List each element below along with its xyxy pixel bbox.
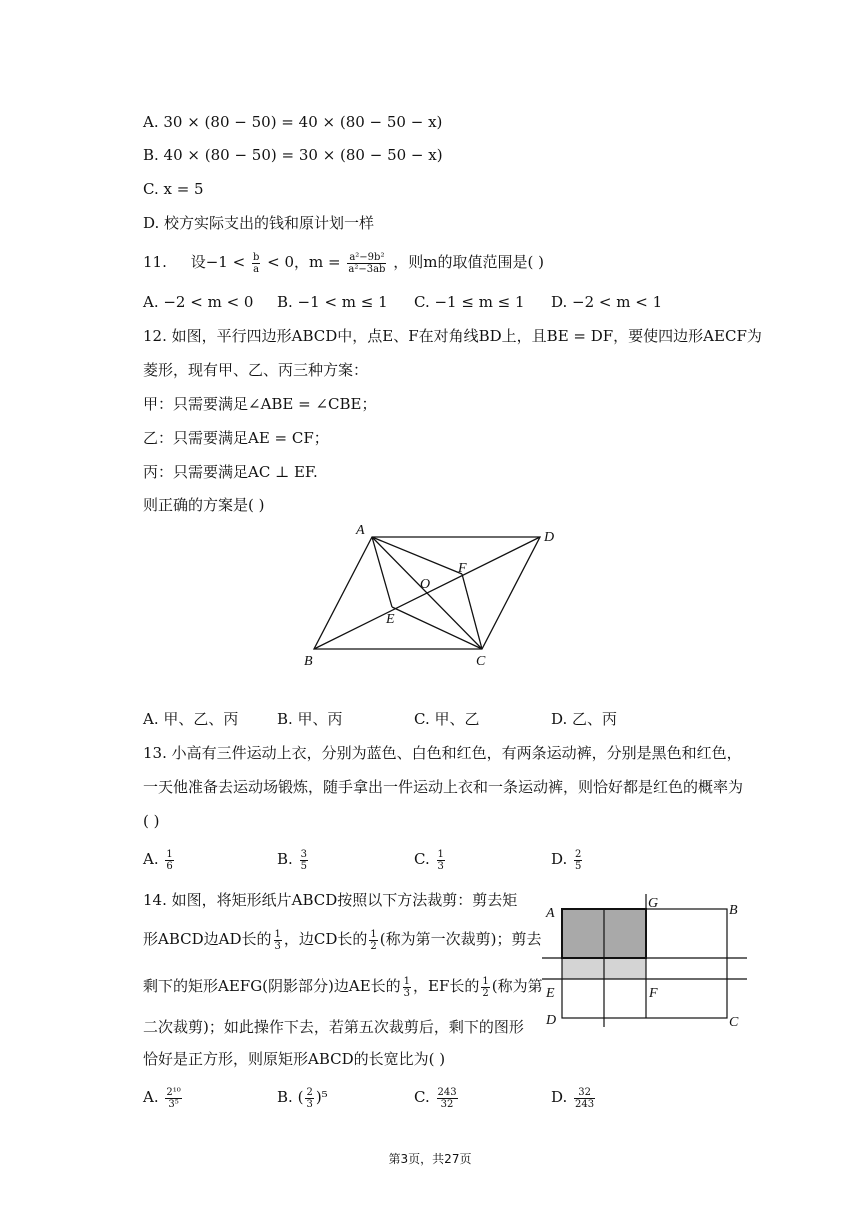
- segment-ce: [392, 607, 482, 649]
- label-d: D: [546, 1013, 557, 1028]
- q13-option-d: [551, 848, 584, 872]
- q10-option-c: C. x = 5: [143, 180, 204, 198]
- label-b: B: [729, 903, 738, 918]
- segment-af: [372, 537, 462, 574]
- q13-line1: 13. 小高有三件运动上衣，分别为蓝色、白色和红色，有两条运动裤，分别是黑色和红色，: [143, 744, 742, 762]
- option-fraction: [305, 1087, 313, 1110]
- q14-line2: [143, 928, 541, 952]
- label-a: A: [356, 523, 365, 538]
- q11-frac-m: [347, 252, 386, 275]
- q14-line2-text-b: ，边CD长的: [283, 930, 368, 948]
- q13-line3: ( ): [143, 812, 160, 830]
- label-a: A: [546, 906, 555, 921]
- paren-close-power: )⁵: [315, 1088, 328, 1106]
- q13-option-b: [277, 848, 310, 872]
- frac-denominator: 243: [575, 1098, 595, 1110]
- q14-option-b: [277, 1086, 328, 1110]
- q14-line3-fraction-1: [403, 976, 411, 999]
- frac-numerator: b: [252, 251, 260, 263]
- frac-numerator: 2¹⁰: [166, 1086, 181, 1098]
- option-letter: A.: [143, 1088, 159, 1106]
- frac-numerator: 1: [482, 975, 489, 987]
- frac-denominator: 5: [300, 860, 307, 872]
- frac-denominator: a: [253, 263, 260, 275]
- frac-numerator: 1: [437, 848, 444, 860]
- option-letter: A.: [143, 850, 159, 868]
- q11-option-d: D. −2 < m < 1: [551, 293, 663, 311]
- q14-line2-fraction-1: [274, 929, 282, 952]
- q11-pre: 设−1 <: [190, 253, 246, 271]
- option-fraction: [574, 1087, 595, 1110]
- page-footer: 第3页，共27页: [388, 1152, 472, 1166]
- q14-line2-fraction-2: [369, 929, 377, 952]
- q11-number: 11.: [143, 253, 167, 271]
- frac-numerator: 1: [370, 928, 377, 940]
- q12-line1: 12. 如图，平行四边形ABCD中，点E、F在对角线BD上，且BE = DF，要使四边形AECF为: [143, 327, 762, 345]
- q14-line3-text-a: 剩下的矩形AEFG(阴影部分)边AE长的: [143, 977, 401, 995]
- q11-option-c: C. −1 ≤ m ≤ 1: [414, 293, 525, 311]
- q12-line5: 丙：只需要满足AC ⊥ EF.: [143, 463, 318, 481]
- q14-line5: 恰好是正方形，则原矩形ABCD的长宽比为( ): [143, 1050, 446, 1068]
- frac-denominator: 3: [403, 987, 411, 999]
- q13-line2: 一天他准备去运动场锻炼，随手拿出一件运动上衣和一条运动裤，则恰好都是红色的概率为: [143, 778, 744, 796]
- label-b: B: [304, 654, 313, 669]
- q10-option-d: D. 校方实际支出的钱和原计划一样: [143, 214, 375, 232]
- frac-denominator: 2: [482, 987, 489, 999]
- frac-numerator: 1: [274, 928, 281, 940]
- q13-option-c: [414, 848, 447, 872]
- q14-rectangle-figure: [540, 890, 755, 1035]
- label-f: F: [649, 986, 658, 1001]
- frac-numerator: 1: [403, 975, 411, 987]
- label-f: F: [458, 561, 467, 576]
- q10-option-b: B. 40 × (80 − 50) = 30 × (80 − 50 − x): [143, 146, 443, 164]
- q12-option-c: C. 甲、乙: [414, 710, 480, 728]
- q14-line3-text-c: (称为第: [491, 977, 543, 995]
- q12-line2: 菱形，现有甲、乙、丙三种方案：: [143, 361, 369, 379]
- label-o: O: [420, 577, 431, 592]
- q14-line3: [143, 975, 543, 999]
- frac-denominator: 3: [306, 1098, 313, 1110]
- paren-open: (: [297, 1088, 304, 1106]
- frac-denominator: a²−3ab: [348, 263, 386, 275]
- frac-numerator: 1: [166, 848, 173, 860]
- q14-line3-text-b: ，EF长的: [413, 977, 480, 995]
- q12-option-d: D. 乙、丙: [551, 710, 618, 728]
- q11-post: ，则m的取值范围是( ): [393, 253, 544, 271]
- q14-line1: 14. 如图，将矩形纸片ABCD按照以下方法裁剪：剪去矩: [143, 891, 518, 909]
- frac-denominator: 2: [370, 940, 377, 952]
- frac-denominator: 3: [274, 940, 281, 952]
- q11-mid: < 0，m =: [267, 253, 341, 271]
- label-e: E: [546, 986, 555, 1001]
- option-letter: D.: [551, 850, 568, 868]
- frac-numerator: 3: [300, 848, 307, 860]
- frac-denominator: 5: [575, 860, 582, 872]
- option-fraction: [437, 1087, 458, 1110]
- frac-numerator: a²−9b²: [349, 251, 385, 263]
- option-letter: C.: [414, 1088, 430, 1106]
- q10-option-a: A. 30 × (80 − 50) = 40 × (80 − 50 − x): [143, 113, 443, 131]
- label-e: E: [386, 612, 395, 627]
- q13-option-a: [143, 848, 176, 872]
- q12-line6: 则正确的方案是( ): [143, 496, 265, 514]
- option-fraction: [165, 849, 173, 872]
- label-d: D: [544, 530, 555, 545]
- label-c: C: [729, 1015, 739, 1030]
- option-letter: C.: [414, 850, 430, 868]
- option-fraction: [165, 1087, 181, 1110]
- option-fraction: [300, 849, 308, 872]
- segment-cf: [462, 574, 482, 649]
- q11-option-a: A. −2 < m < 0: [143, 293, 254, 311]
- option-fraction: [574, 849, 582, 872]
- q14-line2-text-c: (称为第一次裁剪)；剪去: [379, 930, 542, 948]
- q14-option-c: [414, 1086, 460, 1110]
- q12-parallelogram-figure: [300, 520, 570, 670]
- q14-option-a: [143, 1086, 184, 1110]
- option-letter: B.: [277, 1088, 293, 1106]
- frac-numerator: 2: [575, 848, 582, 860]
- q14-line3-fraction-2: [481, 976, 489, 999]
- frac-denominator: 6: [166, 860, 173, 872]
- q14-line4: 二次裁剪)；如此操作下去，若第五次裁剪后，剩下的图形: [143, 1018, 524, 1036]
- frac-numerator: 32: [574, 1087, 595, 1099]
- q12-line4: 乙：只需要满足AE = CF；: [143, 429, 329, 447]
- frac-numerator: 243: [437, 1086, 457, 1098]
- q12-option-b: B. 甲、丙: [277, 710, 343, 728]
- option-letter: D.: [551, 1088, 568, 1106]
- frac-denominator: 3⁵: [168, 1098, 179, 1110]
- option-letter: B.: [277, 850, 293, 868]
- parallelogram-lines: [314, 537, 540, 649]
- frac-denominator: 3: [437, 860, 444, 872]
- option-fraction: [437, 849, 445, 872]
- q11-frac-b-over-a: [252, 252, 260, 275]
- frac-numerator: 2: [306, 1086, 313, 1098]
- q14-line2-text-a: 形ABCD边AD长的: [143, 930, 272, 948]
- q12-option-a: A. 甲、乙、丙: [143, 710, 239, 728]
- label-c: C: [476, 654, 486, 669]
- q12-line3: 甲：只需要满足∠ABE = ∠CBE；: [143, 395, 377, 413]
- frac-denominator: 32: [440, 1098, 454, 1110]
- q14-option-d: [551, 1086, 597, 1110]
- label-g: G: [648, 896, 659, 911]
- q11-option-b: B. −1 < m ≤ 1: [277, 293, 388, 311]
- q11-stem: [143, 251, 544, 275]
